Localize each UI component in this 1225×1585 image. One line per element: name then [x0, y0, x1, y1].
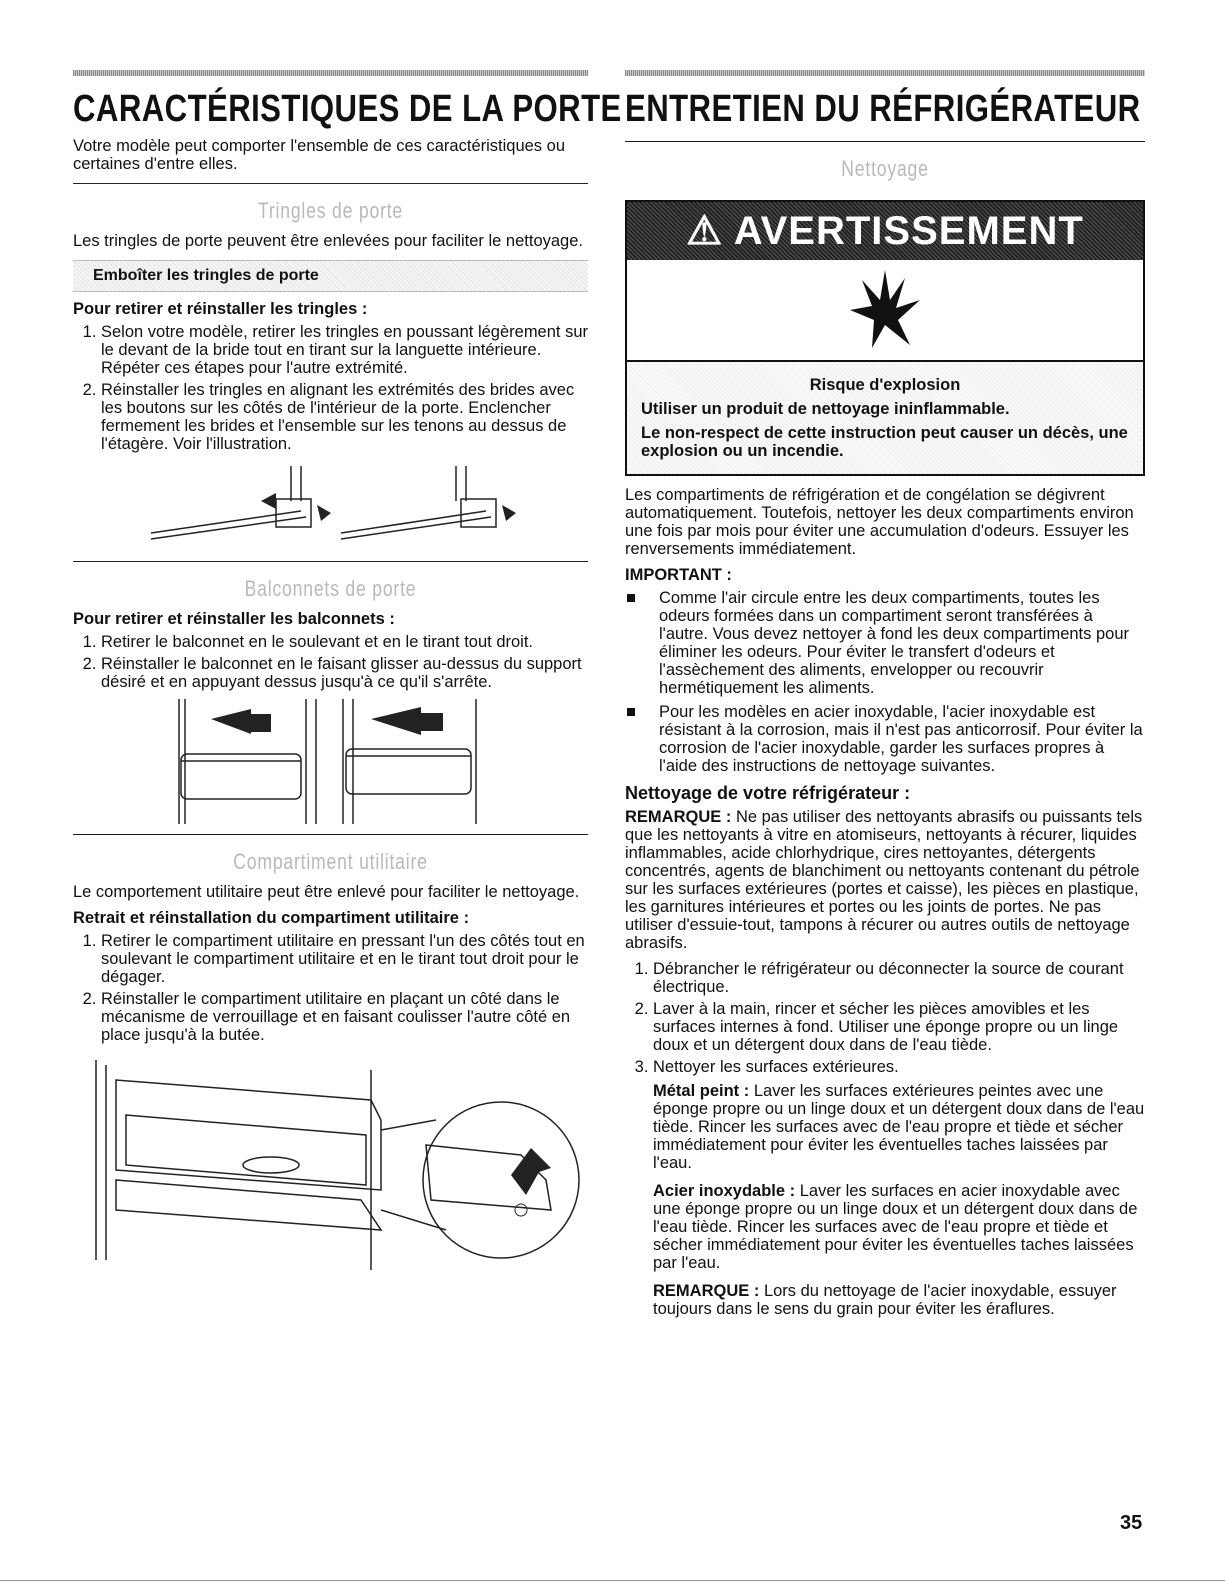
list-item: 1. Retirer le balconnet en le soulevant et en le tirant tout droit.	[101, 633, 588, 651]
utility-compartment-illustration	[81, 1060, 581, 1280]
utility-heading: Compartiment utilitaire	[233, 849, 428, 874]
note2-text: Lors du nettoyage de l'acier inoxydable, essuyer toujours dans le sens du grain pour éviter les éraflures.	[653, 1282, 1117, 1318]
list-item: 2. Laver à la main, rincer et sécher les pièces amovibles et les surfaces internes à fond. Utiliser une éponge propre ou un linge doux et un détergent doux dans de l'eau tiède.	[653, 1000, 1145, 1054]
list-item: 2. Réinstaller le balconnet en le faisant glisser au-dessus du support désiré et en appuyant dessus jusqu'à ce qu'il s'arrête.	[101, 655, 588, 691]
surface-instructions	[625, 1082, 1145, 1318]
list-item: 1. Débrancher le réfrigérateur ou déconnecter la source de courant électrique.	[653, 960, 1145, 996]
list-item: 2. Réinstaller le compartiment utilitaire en plaçant un côté dans le mécanisme de verrouillage et en faisant coulisser l'autre côté en place jusqu'à la butée.	[101, 990, 588, 1044]
rails-subhead: Pour retirer et réinstaller les tringles :	[73, 300, 368, 318]
left-column	[73, 70, 622, 1288]
divider	[73, 183, 588, 184]
important-label: IMPORTANT :	[625, 566, 732, 584]
warning-risk: Risque d'explosion	[809, 376, 961, 394]
cleaning-heading: Nettoyage	[841, 156, 929, 181]
rails-box-label: Emboîter les tringles de porte	[73, 260, 588, 292]
note-paragraph	[625, 808, 1145, 952]
list-item: Comme l'air circule entre les deux compartiments, toutes les odeurs formées dans un compartiment seront transférées à l'autre. Vous devez nettoyer à fond les deux compartiments pour éliminer les odeurs. Pour éviter le transfert d'odeurs et l'assèchement des aliments, envelopper ou recouvrir hermétiquement les aliments.	[659, 589, 1145, 697]
divider	[73, 834, 588, 835]
warning-title: AVERTISSEMENT	[733, 209, 1084, 253]
defrost-paragraph: Les compartiments de réfrigération et de congélation se dégivrent automatiquement. Toutefois, nettoyer les deux compartiments environ une fois par mois pour éviter une accumulation d'odeurs. Essuyer les renversements immédiatement.	[625, 486, 1134, 558]
top-rule	[625, 70, 1145, 76]
rails-steps	[73, 323, 588, 453]
bottom-rule	[0, 1580, 1225, 1581]
painted-label: Métal peint :	[653, 1082, 750, 1100]
note-label: REMARQUE :	[625, 808, 732, 826]
intro-text: Votre modèle peut comporter l'ensemble de ces caractéristiques ou certaines d'entre elles.	[73, 137, 565, 173]
note2-paragraph	[653, 1282, 1145, 1318]
right-column	[625, 70, 1145, 1318]
list-item: 3. Nettoyer les surfaces extérieures.	[653, 1058, 1145, 1076]
utility-subhead: Retrait et réinstallation du compartiment utilitaire :	[73, 909, 470, 927]
rails-text: Les tringles de porte peuvent être enlevées pour faciliter le nettoyage.	[73, 232, 583, 250]
important-list	[625, 589, 1145, 775]
divider	[73, 561, 588, 562]
steel-text: Laver les surfaces en acier inoxydable avec une éponge propre ou un linge doux et un détergent doux dans de l'eau tiède. Rincer les surfaces avec de l'eau propre et tiède et sécher immédiatement pour éviter les éventuelles taches laissées par l'eau.	[653, 1182, 1138, 1272]
warning-line2: Le non-respect de cette instruction peut causer un décès, une explosion ou un incendie.	[641, 424, 1128, 460]
bins-heading: Balconnets de porte	[244, 576, 417, 601]
section-title: ENTRETIEN DU RÉFRIGÉRATEUR	[625, 88, 1141, 130]
cleaning-steps	[625, 960, 1145, 1076]
utility-text: Le comportement utilitaire peut être enlevé pour faciliter le nettoyage.	[73, 883, 580, 901]
divider	[625, 141, 1145, 142]
painted-paragraph	[653, 1082, 1145, 1172]
page-number: 35	[1120, 1512, 1143, 1534]
clean-fridge-heading: Nettoyage de votre réfrigérateur :	[625, 783, 911, 803]
top-rule	[73, 70, 588, 76]
painted-text: Laver les surfaces extérieures peintes avec une éponge propre ou un linge doux et un détergent doux dans de l'eau tiède. Rincer les surfaces avec de l'eau propre et tiède et sécher immédiatement pour éviter les éventuelles taches laissées par l'eau.	[653, 1082, 1145, 1172]
warning-line1: Utiliser un produit de nettoyage ininflammable.	[641, 400, 1010, 418]
warning-triangle-icon: ⚠	[686, 209, 724, 253]
door-bin-illustration	[171, 699, 491, 824]
door-rail-illustration	[141, 461, 521, 551]
warning-box	[625, 200, 1145, 476]
explosion-icon	[627, 260, 1143, 362]
warning-header	[627, 202, 1143, 260]
list-item: Pour les modèles en acier inoxydable, l'acier inoxydable est résistant à la corrosion, mais il n'est pas anticorrosif. Pour éviter la corrosion de l'acier inoxydable, garder les surfaces propres à l'aide des instructions de nettoyage suivantes.	[659, 703, 1145, 775]
utility-steps	[73, 932, 588, 1044]
list-item: 1. Retirer le compartiment utilitaire en pressant l'un des côtés tout en soulevant le compartiment utilitaire et en le tirant tout droit pour le dégager.	[101, 932, 588, 986]
note-text: Ne pas utiliser des nettoyants abrasifs ou puissants tels que les nettoyants à vitre en atomiseurs, nettoyants à récurer, liquides inflammables, acide chlorhydrique, cires nettoyantes, détergents concentrés, agents de blanchiment ou nettoyants contenant du pétrole sur les surfaces extérieures (portes et caisse), les pièces en plastique, les garnitures intérieures et portes ou les joints de portes. Ne pas utiliser d'essuie-tout, tampons à récurer ou autres outils de nettoyage abrasifs.	[625, 808, 1143, 952]
warning-body	[627, 362, 1143, 474]
bins-steps	[73, 633, 588, 691]
bins-subhead: Pour retirer et réinstaller les balconnets :	[73, 610, 395, 628]
list-item: 2. Réinstaller les tringles en alignant les extrémités des brides avec les boutons sur les côtés de l'intérieur de la porte. Enclencher fermement les brides et l'ensemble sur les tenons au dessus de l'étagère. Voir l'illustration.	[101, 381, 588, 453]
list-item: 1. Selon votre modèle, retirer les tringles en poussant légèrement sur le devant de la bride tout en tirant sur la languette intérieure. Répéter ces étapes pour l'autre extrémité.	[101, 323, 588, 377]
steel-label: Acier inoxydable :	[653, 1182, 796, 1200]
steel-paragraph	[653, 1182, 1145, 1272]
section-title: CARACTÉRISTIQUES DE LA PORTE	[73, 88, 622, 130]
note2-label: REMARQUE :	[653, 1282, 760, 1300]
rails-heading: Tringles de porte	[257, 198, 404, 223]
